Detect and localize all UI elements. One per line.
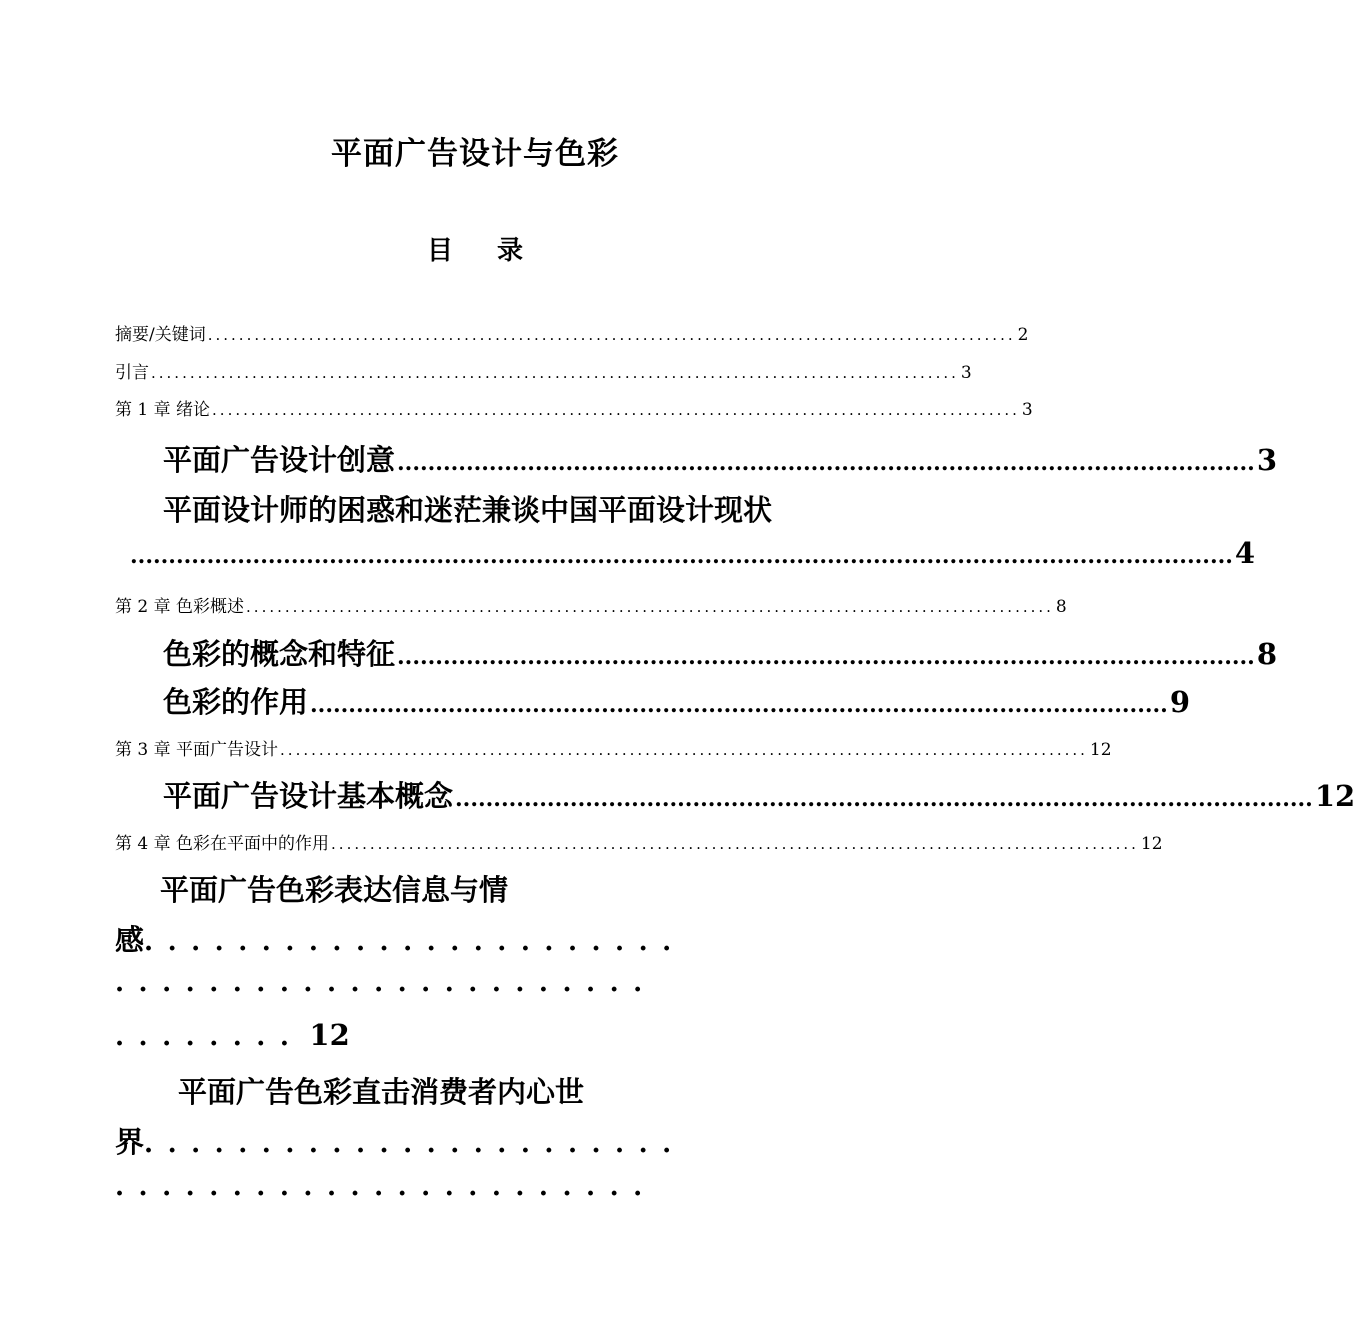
toc-entry-label: 第 3 章 平面广告设计: [115, 740, 279, 760]
toc-leader: .......................: [144, 1129, 686, 1159]
toc-leader: .......................: [144, 927, 686, 957]
toc-entry-chapter-4[interactable]: [115, 829, 1163, 854]
toc-heading-right: 录: [497, 236, 524, 266]
toc-entry-page: 9: [1169, 685, 1191, 719]
toc-entry-page: 8: [1055, 597, 1067, 617]
toc-entry-page: 12: [309, 1018, 350, 1052]
toc-entry-label: 第 4 章 色彩在平面中的作用: [115, 834, 330, 854]
toc-entry-page: 3: [1021, 400, 1033, 420]
toc-entry-chapter-1[interactable]: [115, 395, 1033, 420]
toc-leader: ........................................................................................................: [151, 364, 959, 382]
toc-entry-section-3-1[interactable]: [163, 774, 1355, 815]
toc-entry-page: 12: [1089, 740, 1112, 760]
toc-entry-section-2-1[interactable]: [163, 632, 1278, 673]
toc-entry-label: 摘要/关键词: [115, 325, 206, 345]
toc-entry-label: 第 1 章 绪论: [115, 400, 211, 420]
toc-entry-intro[interactable]: [115, 358, 972, 383]
toc-entry-section-1-2-label[interactable]: 平面设计师的困惑和迷茫兼谈中国平面设计现状: [163, 493, 773, 527]
toc-leader: ........................................................................................................: [207, 326, 1016, 344]
toc-entry-label: 色彩的概念和特征: [163, 637, 396, 671]
toc-leader: ........................................................................................................: [246, 598, 1054, 616]
toc-entry-page: 12: [1314, 779, 1355, 813]
toc-entry-abstract[interactable]: [115, 320, 1029, 345]
toc-leader: ................................................................................................................: [310, 692, 1168, 718]
toc-heading-left: 目: [426, 236, 453, 266]
toc-leader: .......................: [115, 1172, 657, 1202]
toc-entry-page: 12: [1140, 834, 1163, 854]
toc-leader: ........................................................................................................: [212, 401, 1020, 419]
toc-leader: ........................................................................................................: [331, 835, 1139, 853]
toc-entry-page: 3: [1256, 443, 1278, 477]
toc-entry-section-4-1-page-line: [115, 1018, 350, 1052]
toc-entry-label: 第 2 章 色彩概述: [115, 597, 245, 617]
toc-entry-section-4-1-label[interactable]: 平面广告色彩表达信息与情: [160, 873, 509, 907]
toc-entry-label: 界: [115, 1125, 145, 1159]
toc-entry-section-4-2-line2[interactable]: [115, 1120, 686, 1161]
toc-entry-section-2-2[interactable]: [163, 680, 1191, 721]
toc-entry-label: 引言: [115, 363, 149, 383]
toc-entry-label: 平面广告设计创意: [163, 443, 396, 477]
toc-entry-chapter-3[interactable]: [115, 735, 1112, 760]
toc-entry-section-4-2-label[interactable]: 平面广告色彩直击消费者内心世: [178, 1075, 585, 1109]
toc-entry-page: 4: [1234, 536, 1256, 570]
toc-entry-label: 平面广告设计基本概念: [163, 779, 454, 813]
toc-leader: ........: [115, 1022, 304, 1052]
toc-entry-section-4-1-line2[interactable]: [115, 918, 686, 959]
toc-leader: ................................................................................................................: [397, 450, 1255, 476]
toc-entry-section-1-1[interactable]: [163, 438, 1278, 479]
toc-entry-page: 3: [960, 363, 972, 383]
toc-heading: [0, 230, 950, 267]
toc-entry-label: 感: [115, 923, 145, 957]
toc-leader: ................................................................................................................: [455, 786, 1313, 812]
document-title: 平面广告设计与色彩: [331, 136, 619, 172]
toc-entry-label: 色彩的作用: [163, 685, 309, 719]
toc-entry-page: 8: [1256, 637, 1278, 671]
toc-leader: ................................................................................................................: [397, 644, 1255, 670]
toc-entry-chapter-2[interactable]: [115, 592, 1067, 617]
toc-leader: .......................: [115, 968, 657, 998]
toc-entry-section-1-2-leader-row[interactable]: [130, 536, 1256, 570]
toc-leader: ........................................................................................................: [280, 741, 1088, 759]
toc-leader: ................................................................................................................................................: [130, 543, 1233, 569]
toc-entry-page: 2: [1017, 325, 1029, 345]
